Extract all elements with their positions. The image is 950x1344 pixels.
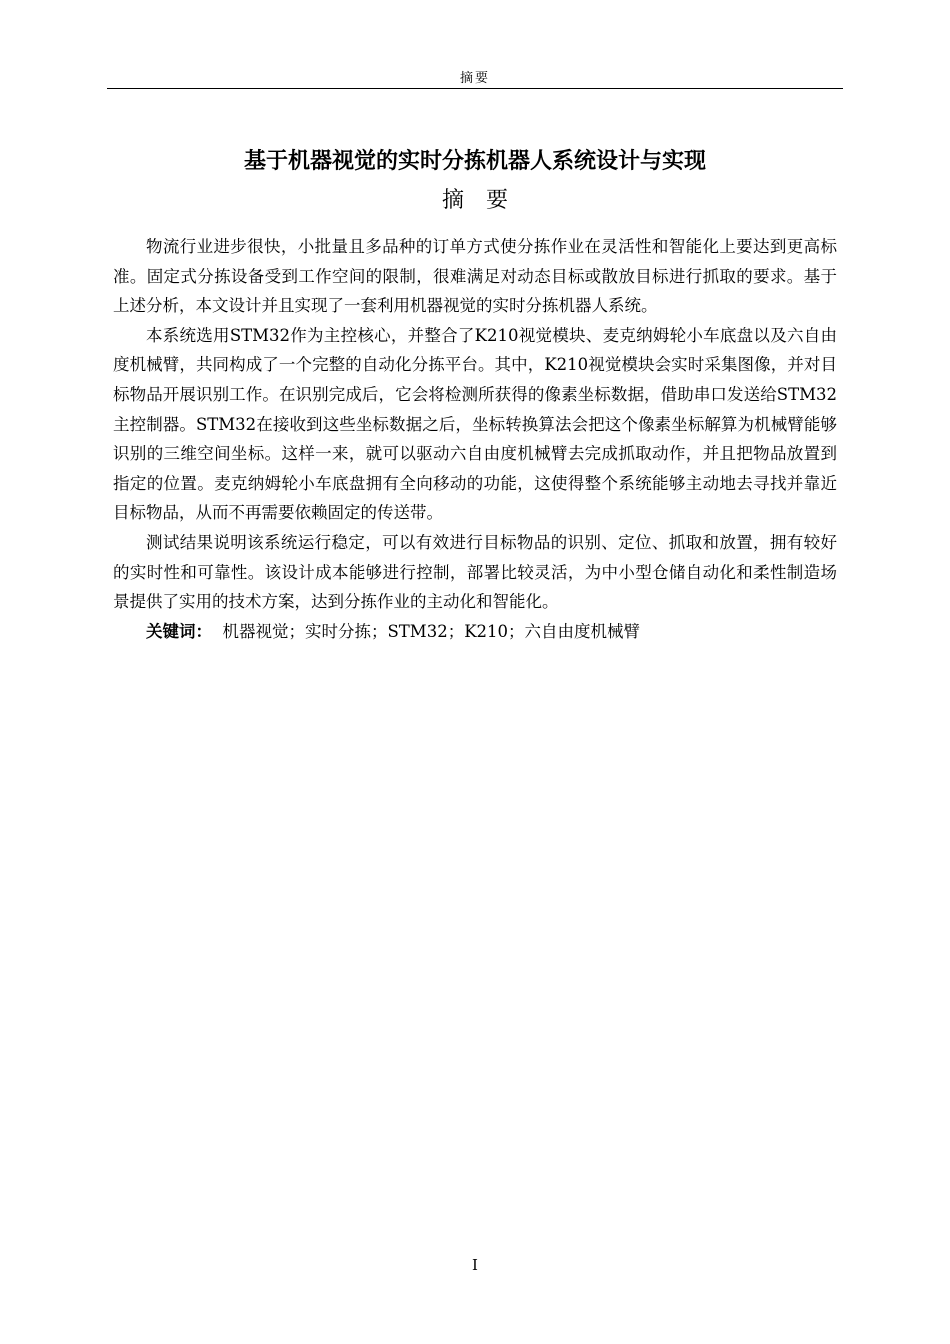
abstract-body: [113, 232, 837, 646]
keywords-line: [113, 617, 837, 647]
keywords-list: 机器视觉；实时分拣；STM32；K210；六自由度机械臂: [222, 621, 641, 641]
abstract-paragraph-2: 本系统选用STM32作为主控核心，并整合了K210视觉模块、麦克纳姆轮小车底盘以及六自由度机械臂，共同构成了一个完整的自动化分拣平台。其中，K210视觉模块会实时采集图像，并对目标物品开展识别工作。在识别完成后，它会将检测所获得的像素坐标数据，借助串口发送给STM32主控制器。STM32在接收到这些坐标数据之后，坐标转换算法会把这个像素坐标解算为机械臂能够识别的三维空间坐标。这样一来，就可以驱动六自由度机械臂去完成抓取动作，并且把物品放置到指定的位置。麦克纳姆轮小车底盘拥有全向移动的功能，这使得整个系统能够主动地去寻找并靠近目标物品，从而不再需要依赖固定的传送带。: [113, 325, 837, 523]
abstract-paragraph-3: 测试结果说明该系统运行稳定，可以有效进行目标物品的识别、定位、抓取和放置，拥有较好的实时性和可靠性。该设计成本能够进行控制，部署比较灵活，为中小型仓储自动化和柔性制造场景提供了实用的技术方案，达到分拣作业的主动化和智能化。: [113, 532, 837, 612]
abstract-heading: 摘要: [441, 188, 530, 213]
abstract-paragraph-1: 物流行业进步很快，小批量且多品种的订单方式使分拣作业在灵活性和智能化上要达到更高标准。固定式分拣设备受到工作空间的限制，很难满足对动态目标或散放目标进行抓取的要求。基于上述分析，本文设计并且实现了一套利用机器视觉的实时分拣机器人系统。: [113, 237, 837, 316]
keywords-label: 关键词：: [146, 621, 212, 641]
document-title: 基于机器视觉的实时分拣机器人系统设计与实现: [243, 149, 706, 174]
page-number: I: [472, 1256, 478, 1274]
header-rule: [107, 88, 843, 89]
running-header: 摘要: [459, 71, 490, 86]
